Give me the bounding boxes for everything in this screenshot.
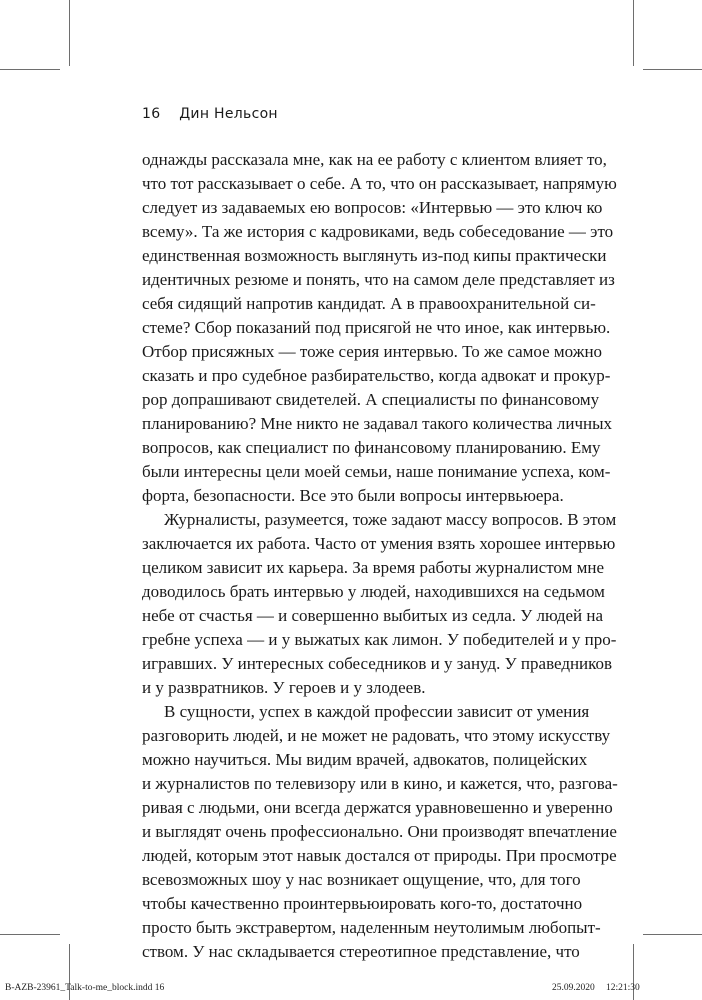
crop-mark bbox=[643, 69, 702, 70]
text-line: игравших. У интересных собеседников и у зануд. У праведников bbox=[142, 654, 613, 673]
text-line: планированию? Мне никто не задавал такого количества личных bbox=[142, 414, 613, 433]
text-line: и у развратников. У героев и у злодеев. bbox=[142, 678, 426, 697]
text-line: можно научиться. Мы видим врачей, адвокатов, полицейских bbox=[142, 750, 588, 769]
text-line: чтобы качественно проинтервьюировать кого-то, достаточно bbox=[142, 894, 583, 913]
running-head-author: Дин Нельсон bbox=[179, 106, 278, 122]
text-line: сказать и про судебное разбирательство, когда адвокат и прокур- bbox=[142, 366, 611, 385]
text-line: В сущности, успех в каждой профессии зависит от умения bbox=[164, 702, 590, 721]
text-line: всевозможных шоу у нас возникает ощущение, что, для того bbox=[142, 870, 581, 889]
paragraph bbox=[142, 508, 617, 700]
text-line: рор допрашивают свидетелей. А специалисты по финансовому bbox=[142, 390, 600, 409]
slug-date: 25.09.2020 bbox=[552, 983, 595, 993]
text-line: идентичных резюме и понять, что на самом деле представляет из bbox=[142, 270, 615, 289]
text-line: целиком зависит их карьера. За время работы журналистом мне bbox=[142, 558, 604, 577]
text-line: заключается их работа. Часто от умения взять хорошее интервью bbox=[142, 534, 616, 553]
text-line: людей, которым этот навык достался от природы. При просмотре bbox=[142, 846, 617, 865]
body-text bbox=[142, 148, 618, 964]
text-line: ством. У нас складывается стереотипное представление, что bbox=[142, 942, 580, 961]
text-line: Журналисты, разумеется, тоже задают массу вопросов. В этом bbox=[164, 510, 617, 529]
text-line: что тот рассказывает о себе. А то, что он рассказывает, напрямую bbox=[142, 174, 617, 193]
text-line: следует из задаваемых ею вопросов: «Интервью — это ключ ко bbox=[142, 198, 603, 217]
crop-mark bbox=[69, 0, 70, 66]
text-line: себя сидящий напротив кандидат. А в правоохранительной си- bbox=[142, 294, 596, 313]
printer-slug bbox=[0, 983, 702, 997]
running-head bbox=[142, 106, 278, 122]
text-line: и журналистов по телевизору или в кино, и кажется, что, разгова- bbox=[142, 774, 618, 793]
text-line: ривая с людьми, они всегда держатся уравновешенно и уверенно bbox=[142, 798, 613, 817]
crop-mark bbox=[643, 934, 702, 935]
paragraph bbox=[142, 700, 618, 964]
text-line: единственная возможность выглянуть из-под кипы практически bbox=[142, 246, 607, 265]
text-line: небе от счастья — и совершенно выбитых из седла. У людей на bbox=[142, 606, 604, 625]
text-line: Отбор присяжных — тоже серия интервью. То же самое можно bbox=[142, 342, 603, 361]
crop-mark bbox=[0, 934, 60, 935]
crop-mark bbox=[0, 69, 60, 70]
page-number: 16 bbox=[142, 106, 161, 122]
slug-time: 12:21:30 bbox=[606, 983, 640, 993]
text-line: вопросов, как специалист по финансовому планированию. Ему bbox=[142, 438, 601, 457]
text-line: стеме? Сбор показаний под присягой не что иное, как интервью. bbox=[142, 318, 611, 337]
crop-mark bbox=[633, 0, 634, 66]
text-line: всему». Та же история с кадровиками, ведь собеседование — это bbox=[142, 222, 614, 241]
text-line: разговорить людей, и не может не радовать, что этому искусству bbox=[142, 726, 611, 745]
text-line: и выглядят очень профессионально. Они производят впечатление bbox=[142, 822, 617, 841]
text-line: однажды рассказала мне, как на ее работу с клиентом влияет то, bbox=[142, 150, 607, 169]
paragraph bbox=[142, 148, 617, 508]
text-line: просто быть экстравертом, наделенным неутолимым любопыт- bbox=[142, 918, 601, 937]
text-line: были интересны цели моей семьи, наше понимание успеха, ком- bbox=[142, 462, 611, 481]
text-line: доводилось брать интервью у людей, находившихся на седьмом bbox=[142, 582, 605, 601]
text-line: гребне успеха — и у выжатых как лимон. У победителей и у про- bbox=[142, 630, 617, 649]
slug-file-name: B-AZB-23961_Talk-to-me_block.indd 16 bbox=[5, 983, 165, 993]
text-line: форта, безопасности. Все это были вопросы интервьюера. bbox=[142, 486, 564, 505]
